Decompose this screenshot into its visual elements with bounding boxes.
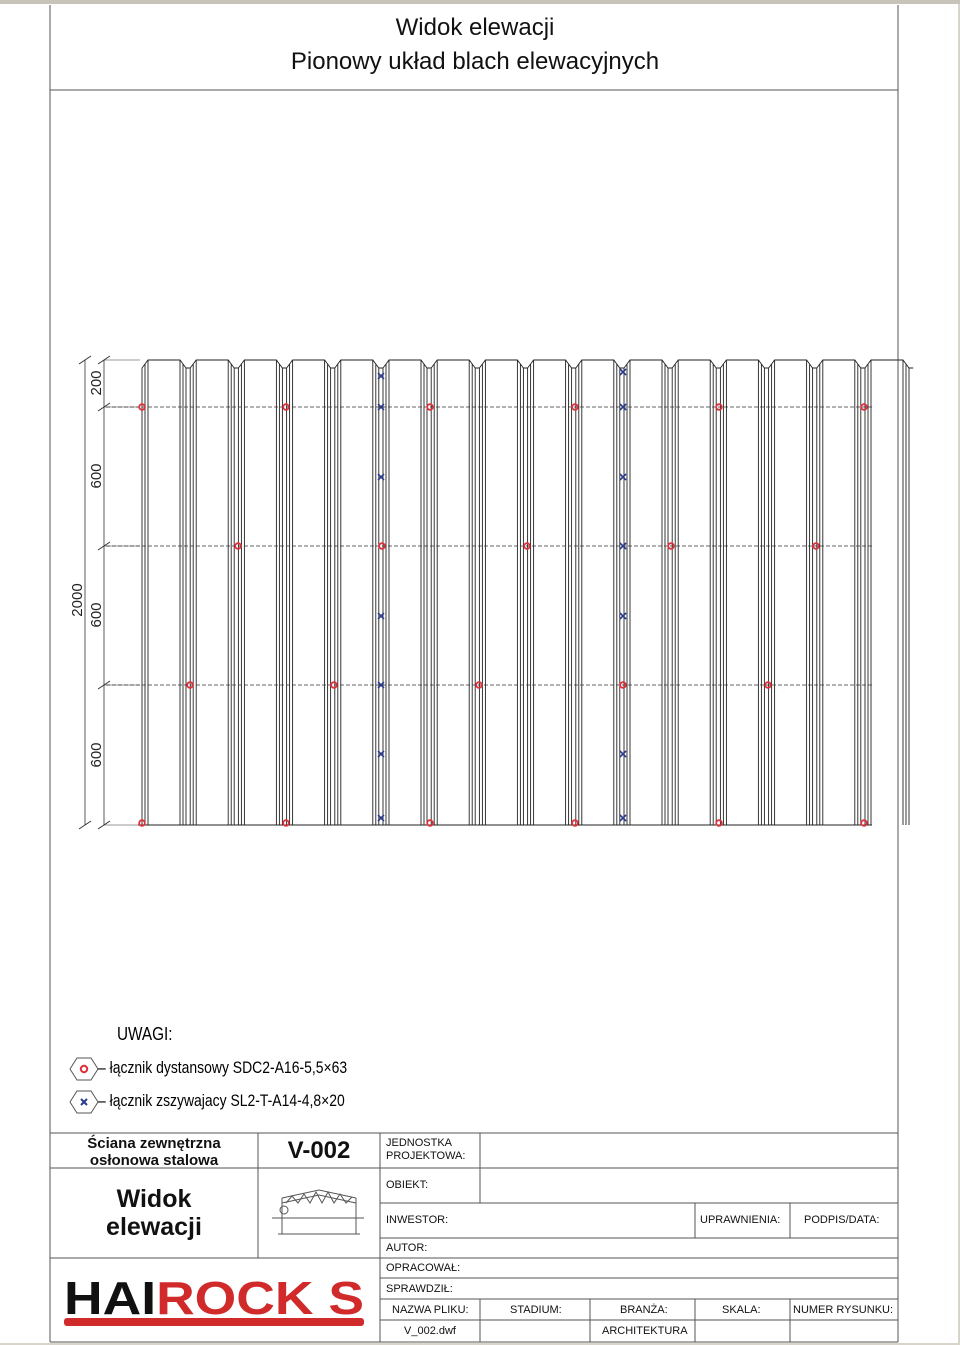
hairock-logo xyxy=(58,1264,374,1334)
field-podpis: PODPIS/DATA: xyxy=(804,1214,880,1226)
notes-heading: UWAGI: xyxy=(117,1024,173,1044)
field-opracowal: OPRACOWAŁ: xyxy=(386,1262,461,1274)
dim-label-1: 200 xyxy=(88,370,105,396)
field-nazwa-pliku: NAZWA PLIKU: xyxy=(392,1304,469,1316)
note-stitching-fastener: – łącznik zszywajacy SL2-T-A14-4,8×20 xyxy=(98,1091,345,1110)
field-autor: AUTOR: xyxy=(386,1242,428,1254)
field-uprawnienia: UPRAWNIENIA: xyxy=(700,1214,781,1226)
field-jednostka: JEDNOSTKA PROJEKTOWA: xyxy=(386,1137,466,1162)
field-numer-rysunku: NUMER RYSUNKU: xyxy=(793,1304,894,1316)
field-branza: BRANŻA: xyxy=(620,1304,668,1316)
wall-type-label: Ściana zewnętrzna osłonowa stalowa xyxy=(87,1135,221,1169)
value-nazwa-pliku: V_002.dwf xyxy=(404,1325,456,1337)
building-section-icon xyxy=(264,1176,374,1246)
dim-label-total: 2000 xyxy=(69,583,86,617)
field-sprawdzil: SPRAWDZIŁ: xyxy=(386,1283,453,1295)
field-stadium: STADIUM: xyxy=(510,1304,562,1316)
dim-label-2: 600 xyxy=(88,463,105,489)
field-skala: SKALA: xyxy=(722,1304,761,1316)
page-title-line2: Pionowy układ blach elewacyjnych xyxy=(290,48,660,75)
view-name-line2: elewacji xyxy=(106,1213,202,1241)
svg-text:HAIROCK S: HAI ROCK S xyxy=(64,1272,335,1324)
page-title-line1: Widok elewacji xyxy=(395,14,555,41)
note-spacer-fastener: – łącznik dystansowy SDC2-A16-5,5×63 xyxy=(98,1058,348,1077)
value-branza: ARCHITEKTURA xyxy=(602,1325,688,1337)
dim-label-4: 600 xyxy=(88,742,105,768)
drawing-code: V-002 xyxy=(287,1137,351,1164)
field-inwestor: INWESTOR: xyxy=(386,1214,449,1226)
field-obiekt: OBIEKT: xyxy=(386,1179,429,1191)
view-name-line1: Widok xyxy=(116,1185,192,1213)
dim-label-3: 600 xyxy=(88,602,105,628)
